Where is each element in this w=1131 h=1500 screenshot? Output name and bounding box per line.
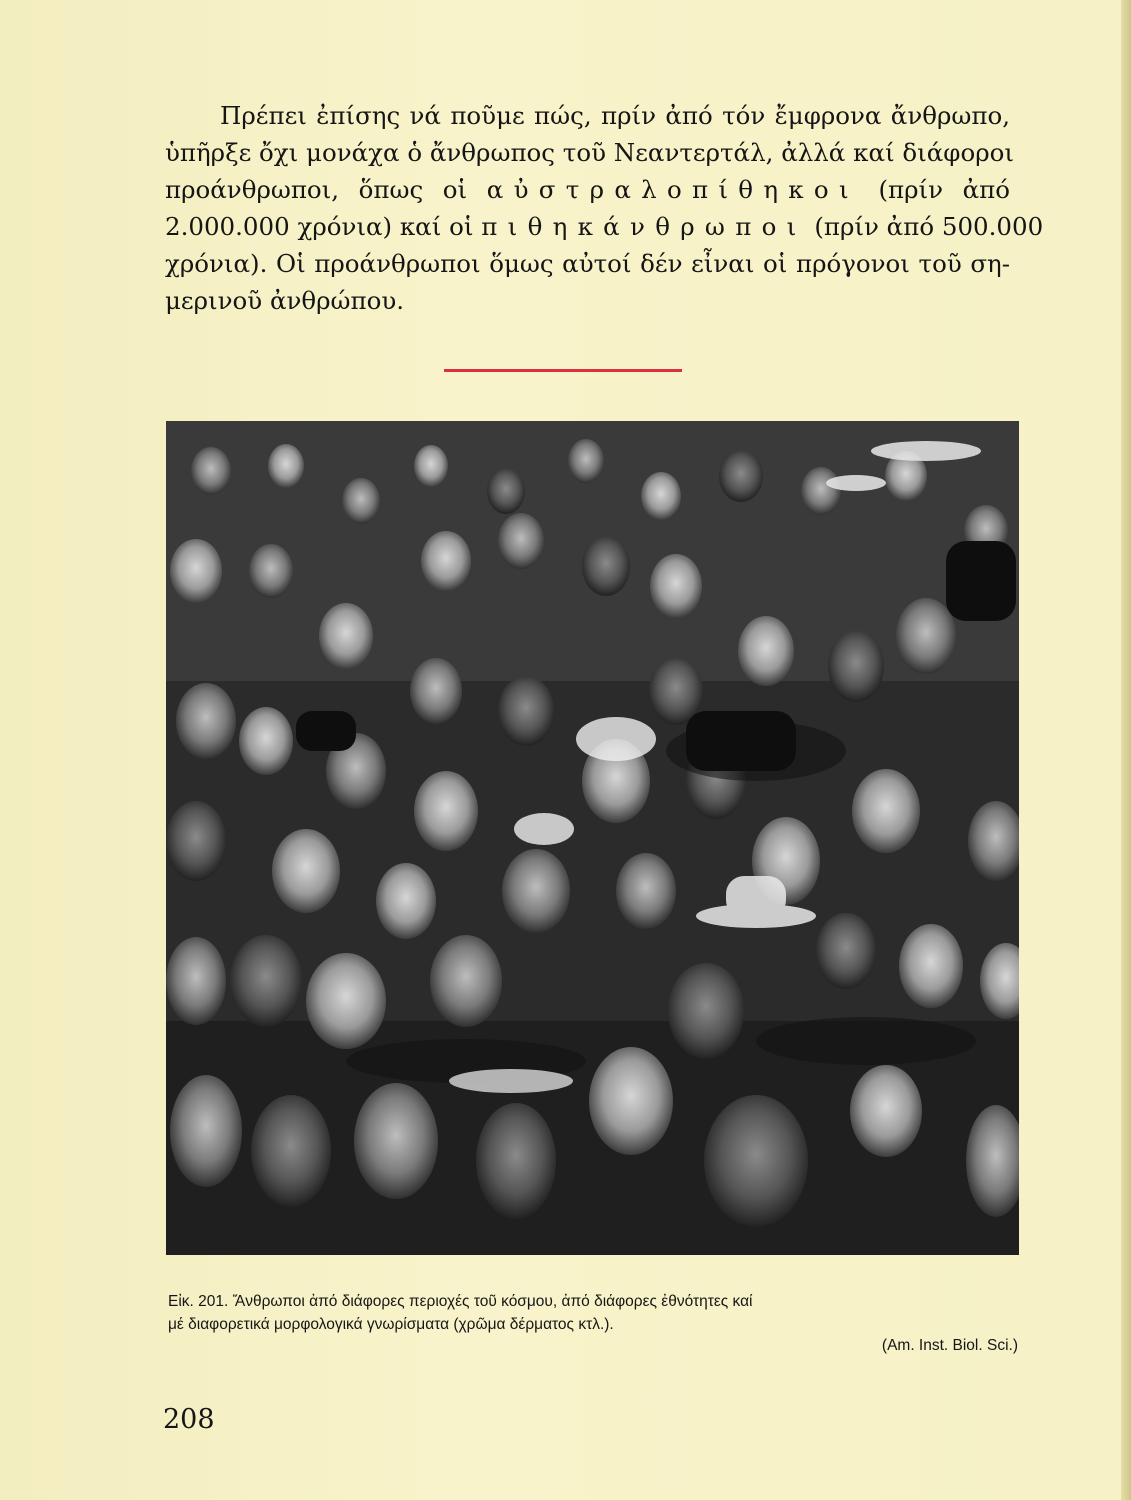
paragraph-line-segment: (πρίν ἀπό (878, 175, 1010, 204)
paragraph-line-segment: (πρίν ἀπό 500.000 (814, 212, 1044, 241)
caption-line: Εἰκ. 201. Ἄνθρωποι ἀπό διάφορες περιοχές τοῦ κόσμου, ἀπό διάφορες ἐθνότητες καί (168, 1293, 753, 1310)
body-paragraph (165, 97, 1044, 319)
paragraph-line (165, 171, 1010, 208)
paragraph-line (165, 208, 1044, 245)
crowd-photograph (166, 421, 1019, 1255)
figure-caption (168, 1290, 1028, 1336)
spaced-term-pithecanthropus: πιθηκάνθρωποι (481, 212, 807, 241)
paragraph-line: μερινοῦ ἀνθρώπου. (165, 286, 405, 315)
section-divider (444, 369, 682, 372)
spaced-term-australopithecus: αὐστραλοπίθηκοι (486, 175, 859, 204)
paragraph-line: Πρέπει ἐπίσης νά ποῦμε πώς, πρίν ἀπό τόν ἔμφρονα ἄνθρωπο, (220, 101, 1010, 130)
paragraph-line: χρόνια). Οἱ προάνθρωποι ὅμως αὐτοί δέν εἶναι οἱ πρόγονοι τοῦ ση- (165, 249, 1010, 278)
figure-credit: (Am. Inst. Biol. Sci.) (881, 1337, 1018, 1354)
page-number: 208 (163, 1404, 215, 1435)
caption-line: μέ διαφορετικά μορφολογικά γνωρίσματα (χρῶμα δέρματος κτλ.). (168, 1316, 614, 1333)
page-edge (1121, 0, 1131, 1500)
paragraph-line: ὑπῆρξε ὄχι μονάχα ὁ ἄνθρωπος τοῦ Νεαντερτάλ, ἀλλά καί διάφοροι (165, 138, 1014, 167)
paragraph-line-segment: 2.000.000 χρόνια) καί οἱ (165, 212, 474, 241)
paragraph-line-segment: προάνθρωποι, ὅπως οἱ (165, 175, 468, 204)
